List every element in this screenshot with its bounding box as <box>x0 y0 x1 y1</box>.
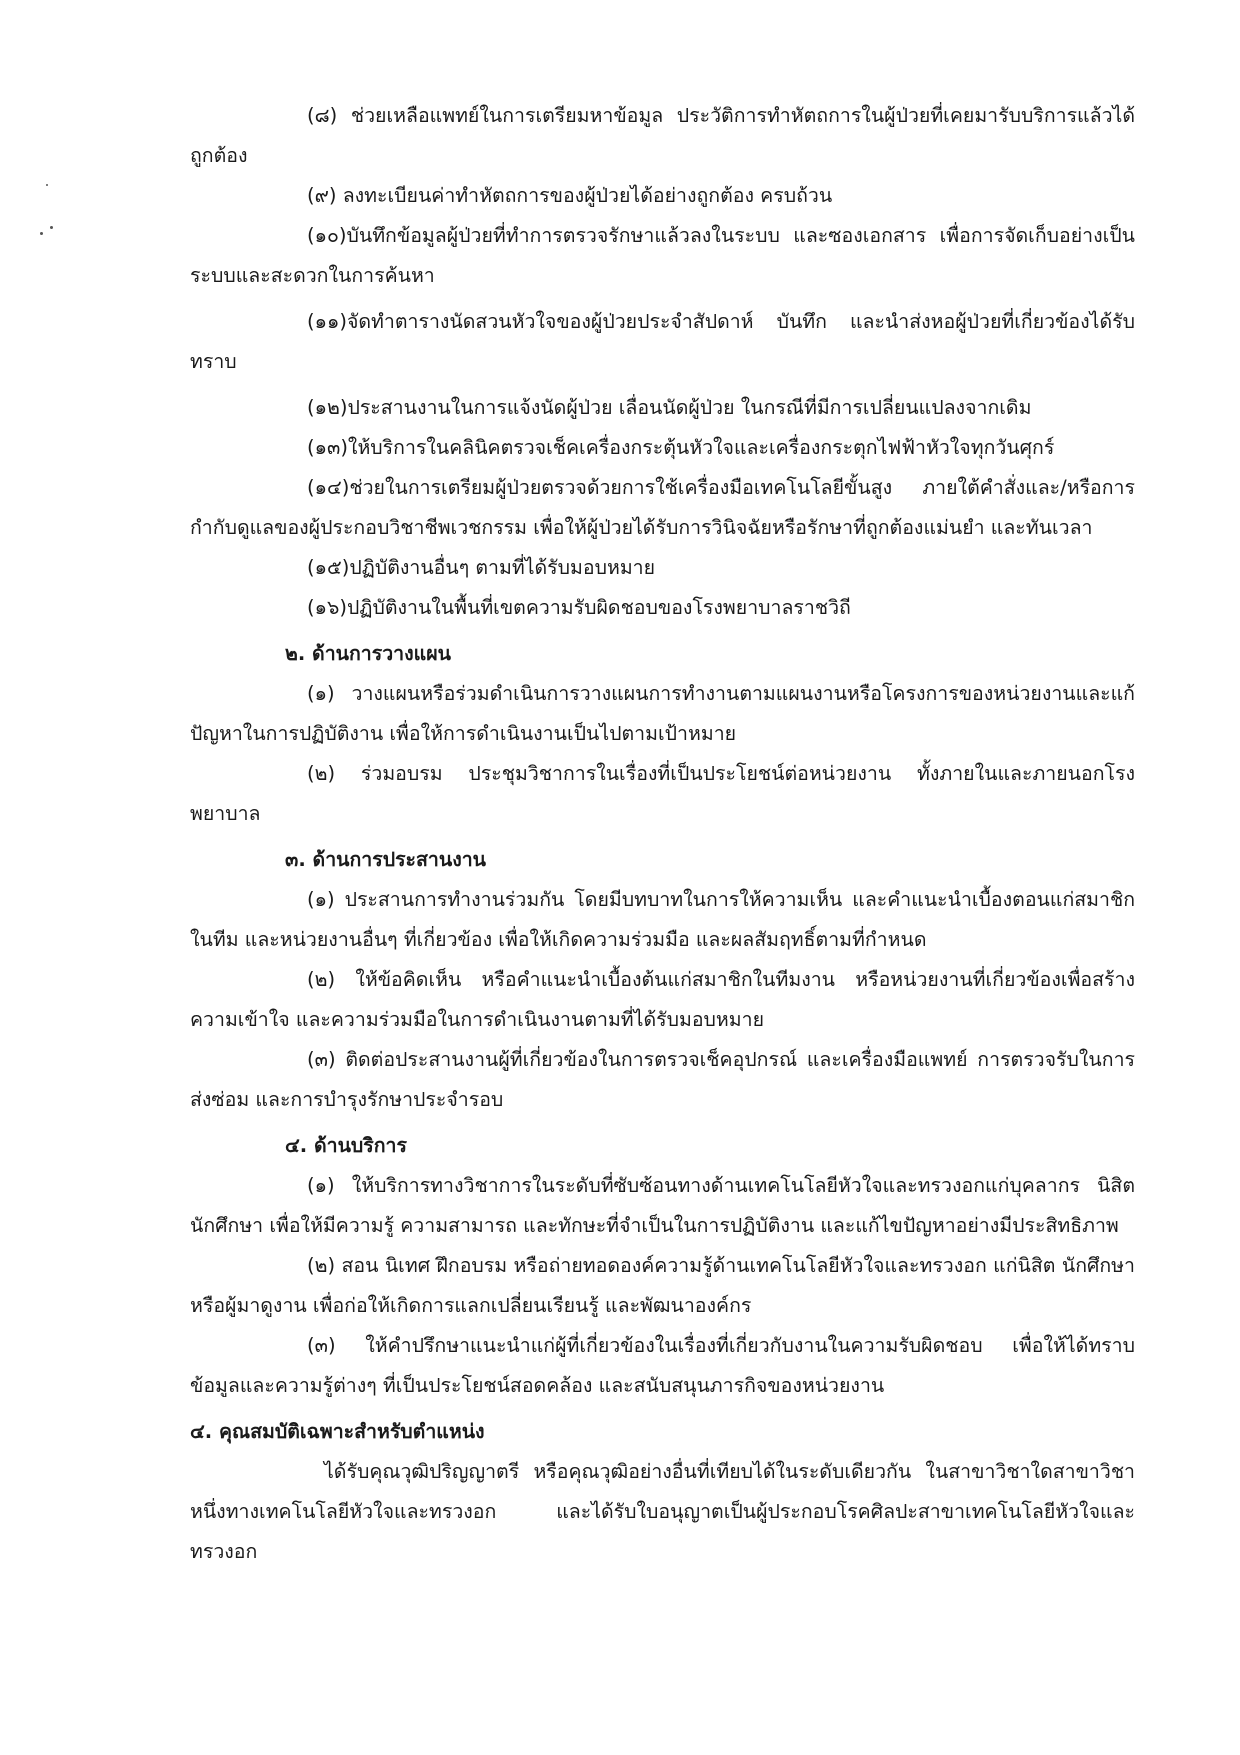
list-item: (๓) ให้คำปรึกษาแนะนำแก่ผู้ที่เกี่ยวข้องในเรื่องที่เกี่ยวกับงานในความรับผิดชอบ เพื่อให้ได้ทราบข้อมูลและความรู้ต่างๆ ที่เป็นประโยชน์สอดคล้อง และสนับสนุนภารกิจของหน่วยงาน <box>190 1334 1135 1397</box>
list-item: (๙) ลงทะเบียนค่าทำหัตถการของผู้ป่วยได้อย่างถูกต้อง ครบถ้วน <box>307 184 833 207</box>
list-item: (๑) ประสานการทำงานร่วมกัน โดยมีบทบาทในการให้ความเห็น และคำแนะนำเบื้องตอนแก่สมาชิกในทีม และหน่วยงานอื่นๆ ที่เกี่ยวข้อง เพื่อให้เกิดความร่วมมือ และผลสัมฤทธิ์ตามที่กำหนด <box>190 888 1135 951</box>
list-item: (๑๓)ให้บริการในคลินิคตรวจเช็คเครื่องกระตุ้นหัวใจและเครื่องกระตุกไฟฟ้าหัวใจทุกวันศุกร์ <box>307 436 1055 459</box>
list-item: (๑๐)บันทึกข้อมูลผู้ป่วยที่ทำการตรวจรักษาแล้วลงในระบบ และซองเอกสาร เพื่อการจัดเก็บอย่างเป็นระบบและสะดวกในการค้นหา <box>190 224 1135 287</box>
list-item: (๑) ให้บริการทางวิชาการในระดับที่ซับซ้อนทางด้านเทคโนโลยีหัวใจและทรวงอกแก่บุคลากร นิสิต นักศึกษา เพื่อให้มีความรู้ ความสามารถ และทักษะที่จำเป็นในการปฏิบัติงาน และแก้ไขปัญหาอย่างมีประสิทธิภาพ <box>190 1174 1135 1237</box>
scan-speck <box>50 226 53 229</box>
list-item: (๑๒)ประสานงานในการแจ้งนัดผู้ป่วย เลื่อนนัดผู้ป่วย ในกรณีที่มีการเปลี่ยนแปลงจากเดิม <box>307 396 1032 419</box>
section-heading: ๔. คุณสมบัติเฉพาะสำหรับตำแหน่ง <box>190 1420 485 1443</box>
list-item: (๒) ร่วมอบรม ประชุมวิชาการในเรื่องที่เป็นประโยชน์ต่อหน่วยงาน ทั้งภายในและภายนอกโรงพยาบาล <box>190 762 1135 825</box>
list-item: (๑) วางแผนหรือร่วมดำเนินการวางแผนการทำงานตามแผนงานหรือโครงการของหน่วยงานและแก้ปัญหาในการปฏิบัติงาน เพื่อให้การดำเนินงานเป็นไปตามเป้าหมาย <box>190 682 1135 745</box>
list-item: (๑๕)ปฏิบัติงานอื่นๆ ตามที่ได้รับมอบหมาย <box>307 556 656 579</box>
list-item: (๓) ติดต่อประสานงานผู้ที่เกี่ยวข้องในการตรวจเช็คอุปกรณ์ และเครื่องมือแพทย์ การตรวจรับในการส่งซ่อม และการบำรุงรักษาประจำรอบ <box>190 1048 1135 1111</box>
list-item: (๘) ช่วยเหลือแพทย์ในการเตรียมหาข้อมูล ประวัติการทำหัตถการในผู้ป่วยที่เคยมารับบริการแล้วได้ถูกต้อง <box>190 104 1135 167</box>
scan-specks <box>38 222 62 246</box>
list-item: (๑๔)ช่วยในการเตรียมผู้ป่วยตรวจด้วยการใช้เครื่องมือเทคโนโลยีขั้นสูง ภายใต้คำสั่งและ/หรือการกำกับดูแลของผู้ประกอบวิชาชีพเวชกรรม เพื่อให้ผู้ป่วยได้รับการวินิจฉัยหรือรักษาที่ถูกต้องแม่นยำ และทันเวลา <box>190 476 1135 539</box>
scan-speck <box>46 184 48 186</box>
document-body <box>190 96 1135 1572</box>
scan-speck <box>40 232 43 235</box>
section-heading: ๔. ด้านบริการ <box>285 1134 407 1157</box>
list-item: (๑๖)ปฏิบัติงานในพื้นที่เขตความรับผิดชอบของโรงพยาบาลราชวิถี <box>307 596 851 619</box>
qualifications-paragraph: ได้รับคุณวุฒิปริญญาตรี หรือคุณวุฒิอย่างอื่นที่เทียบได้ในระดับเดียวกัน ในสาขาวิชาใดสาขาวิชาหนึ่งทางเทคโนโลยีหัวใจและทรวงอก และได้รับใบอนุญาตเป็นผู้ประกอบโรคศิลปะสาขาเทคโนโลยีหัวใจและทรวงอก <box>190 1460 1135 1563</box>
list-item: (๒) สอน นิเทศ ฝึกอบรม หรือถ่ายทอดองค์ความรู้ด้านเทคโนโลยีหัวใจและทรวงอก แก่นิสิต นักศึกษา หรือผู้มาดูงาน เพื่อก่อให้เกิดการแลกเปลี่ยนเรียนรู้ และพัฒนาองค์กร <box>190 1254 1135 1317</box>
list-item: (๑๑)จัดทำตารางนัดสวนหัวใจของผู้ป่วยประจำสัปดาห์ บันทึก และนำส่งหอผู้ป่วยที่เกี่ยวข้องได้รับทราบ <box>190 310 1135 373</box>
list-item: (๒) ให้ข้อคิดเห็น หรือคำแนะนำเบื้องต้นแก่สมาชิกในทีมงาน หรือหน่วยงานที่เกี่ยวข้องเพื่อสร้างความเข้าใจ และความร่วมมือในการดำเนินงานตามที่ได้รับมอบหมาย <box>190 968 1135 1031</box>
section-heading: ๒. ด้านการวางแผน <box>285 642 451 665</box>
section-heading: ๓. ด้านการประสานงาน <box>285 848 487 871</box>
